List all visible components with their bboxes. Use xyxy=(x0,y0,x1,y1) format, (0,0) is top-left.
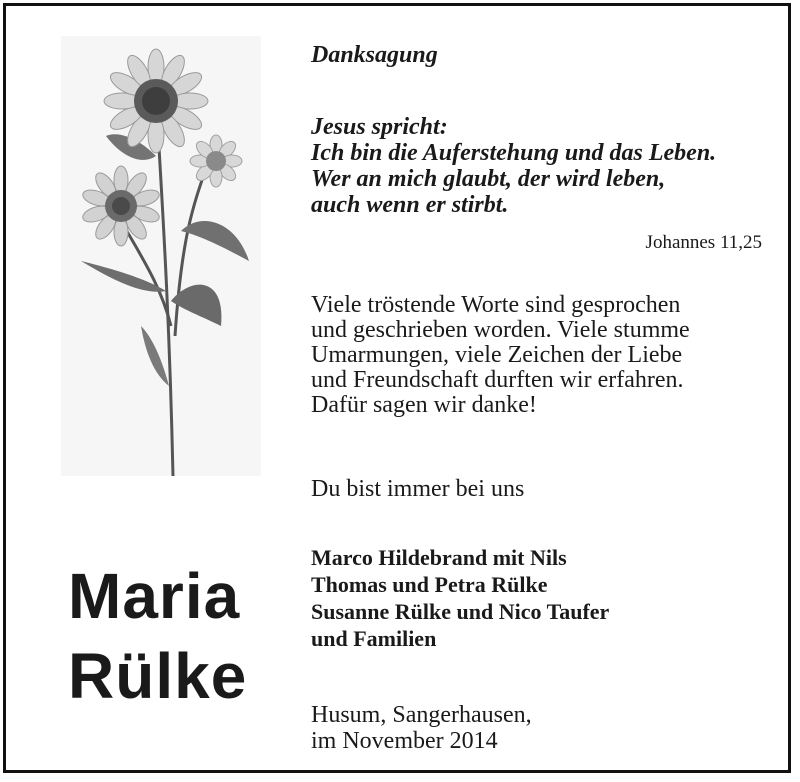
deceased-first-name: Maria xyxy=(68,560,241,632)
body-line: Umarmungen, viele Zeichen der Liebe xyxy=(311,342,683,368)
verse-line: Jesus spricht: xyxy=(311,114,448,140)
deceased-last-name: Rülke xyxy=(68,640,248,712)
place-line: Husum, Sangerhausen, xyxy=(311,702,532,728)
signer-line: Susanne Rülke und Nico Taufer xyxy=(311,599,610,624)
bible-verse xyxy=(311,114,716,218)
sunflower-icon xyxy=(61,36,261,476)
body-line: und Freundschaft durften wir erfahren. xyxy=(311,367,684,393)
motto-line: Du bist immer bei uns xyxy=(311,476,525,502)
sunflower-image xyxy=(61,36,261,476)
notice-heading: Danksagung xyxy=(311,42,438,68)
signer-line: und Familien xyxy=(311,626,437,651)
verse-line: Wer an mich glaubt, der wird leben, xyxy=(311,166,666,192)
verse-citation: Johannes 11,25 xyxy=(645,232,762,253)
signer-line: Marco Hildebrand mit Nils xyxy=(311,545,567,570)
body-line: und geschrieben worden. Viele stumme xyxy=(311,317,690,343)
signer-line: Thomas und Petra Rülke xyxy=(311,572,548,597)
body-line: Dafür sagen wir danke! xyxy=(311,392,537,418)
body-line: Viele tröstende Worte sind gesprochen xyxy=(311,292,681,318)
obituary-frame xyxy=(3,3,791,773)
signers-list xyxy=(311,544,609,652)
place-and-date xyxy=(311,702,532,754)
date-line: im November 2014 xyxy=(311,728,498,754)
thank-you-text xyxy=(311,293,690,418)
verse-line: auch wenn er stirbt. xyxy=(311,192,509,218)
verse-line: Ich bin die Auferstehung und das Leben. xyxy=(311,140,717,166)
